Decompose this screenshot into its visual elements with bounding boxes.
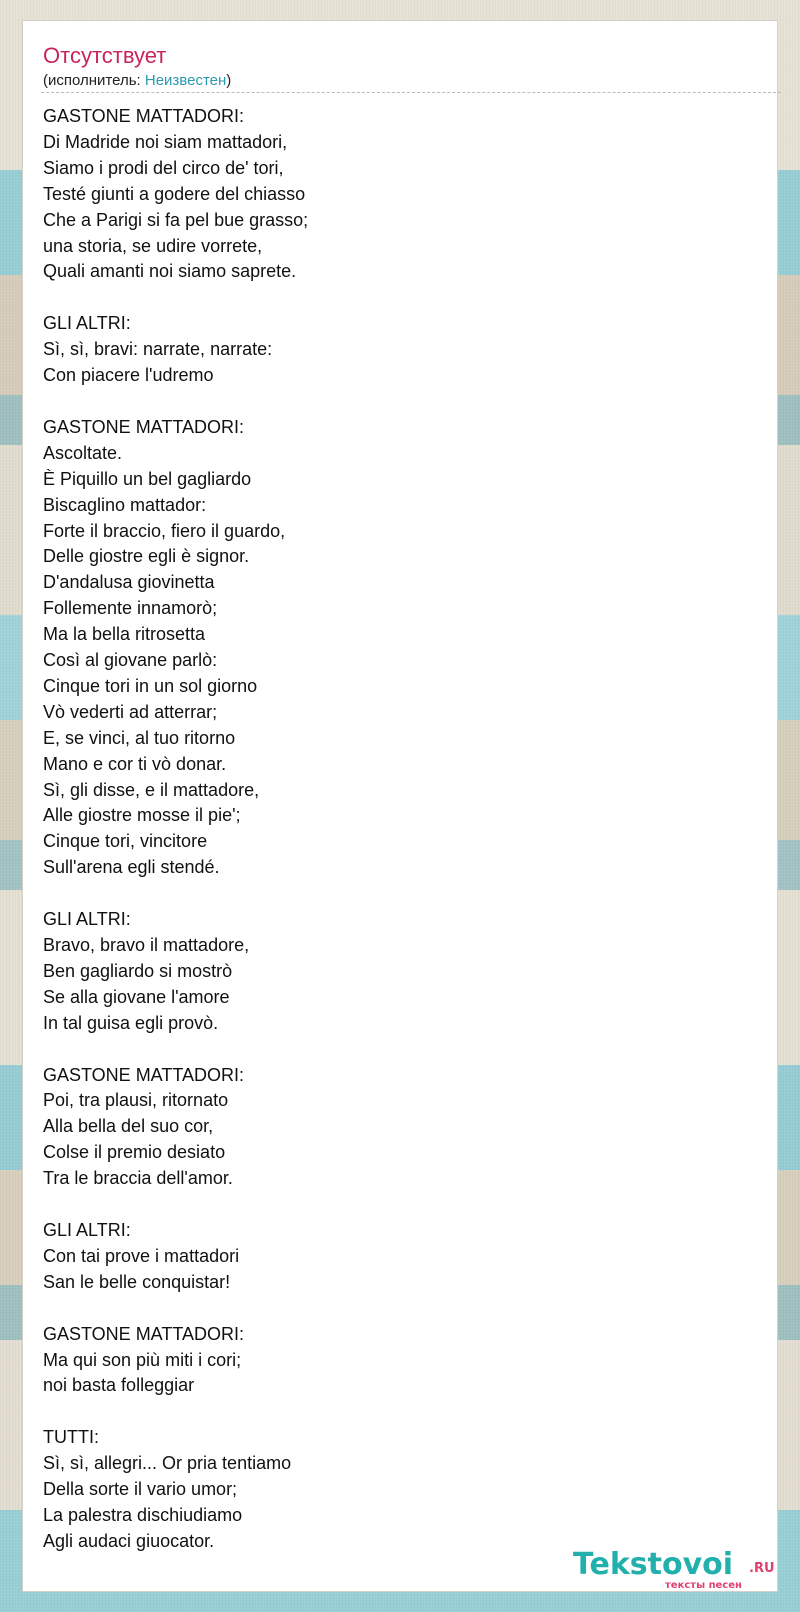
lyrics-text: GASTONE MATTADORI: Di Madride noi siam mattadori, Siamo i prodi del circo de' tori, Testé giunti a godere del chiasso Che a Parigi si fa pel bue grasso; una storia, se udire vorrete, Quali amanti noi siamo saprete. GLI ALTRI: Sì, sì, bravi: narrate, narrate: Con piacere l'udremo GASTONE MATTADORI: Ascoltate. È Piquillo un bel gagliardo Biscaglino mattador: Forte il braccio, fiero il guardo, Delle giostre egli è signor. D'andalusa giovinetta Follemente innamorò; Ma la bella ritrosetta Così al giovane parlò: Cinque tori in un sol giorno Vò vederti ad atterrar; E, se vinci, al tuo ritorno Mano e cor ti vò donar. Sì, gli disse, e il mattadore, Alle giostre mosse il pie'; Cinque tori, vincitore Sull'arena egli stendé. GLI ALTRI: Bravo, bravo il mattadore, Ben gagliardo si mostrò Se alla giovane l'amore In tal guisa egli provò. GASTONE MATTADORI: Poi, tra plausi, ritornato Alla bella del suo cor, Colse il premio desiato Tra le braccia dell'amor. GLI ALTRI: Con tai prove i mattadori San le belle conquistar! GASTONE MATTADORI: Ma qui son più miti i cori; noi basta folleggiar TUTTI: Sì, sì, allegri... Or pria tentiamo Della sorte il vario umor; La palestra dischiudiamo Agli audaci giuocator. (43, 106, 309, 1551)
logo-wordmark: Tekstovoi (573, 1547, 734, 1582)
artist-suffix: ) (226, 72, 232, 89)
song-title: Отсутствует (43, 43, 167, 68)
title-divider (41, 92, 781, 93)
site-logo[interactable] (573, 1547, 783, 1591)
artist-link[interactable]: Неизвестен (144, 72, 227, 89)
artist-line (43, 72, 231, 90)
lyrics-card (22, 20, 778, 1592)
artist-prefix: (исполнитель: (43, 72, 145, 89)
logo-tld: .RU (749, 1561, 775, 1576)
logo-tagline: тексты песен (665, 1580, 742, 1591)
